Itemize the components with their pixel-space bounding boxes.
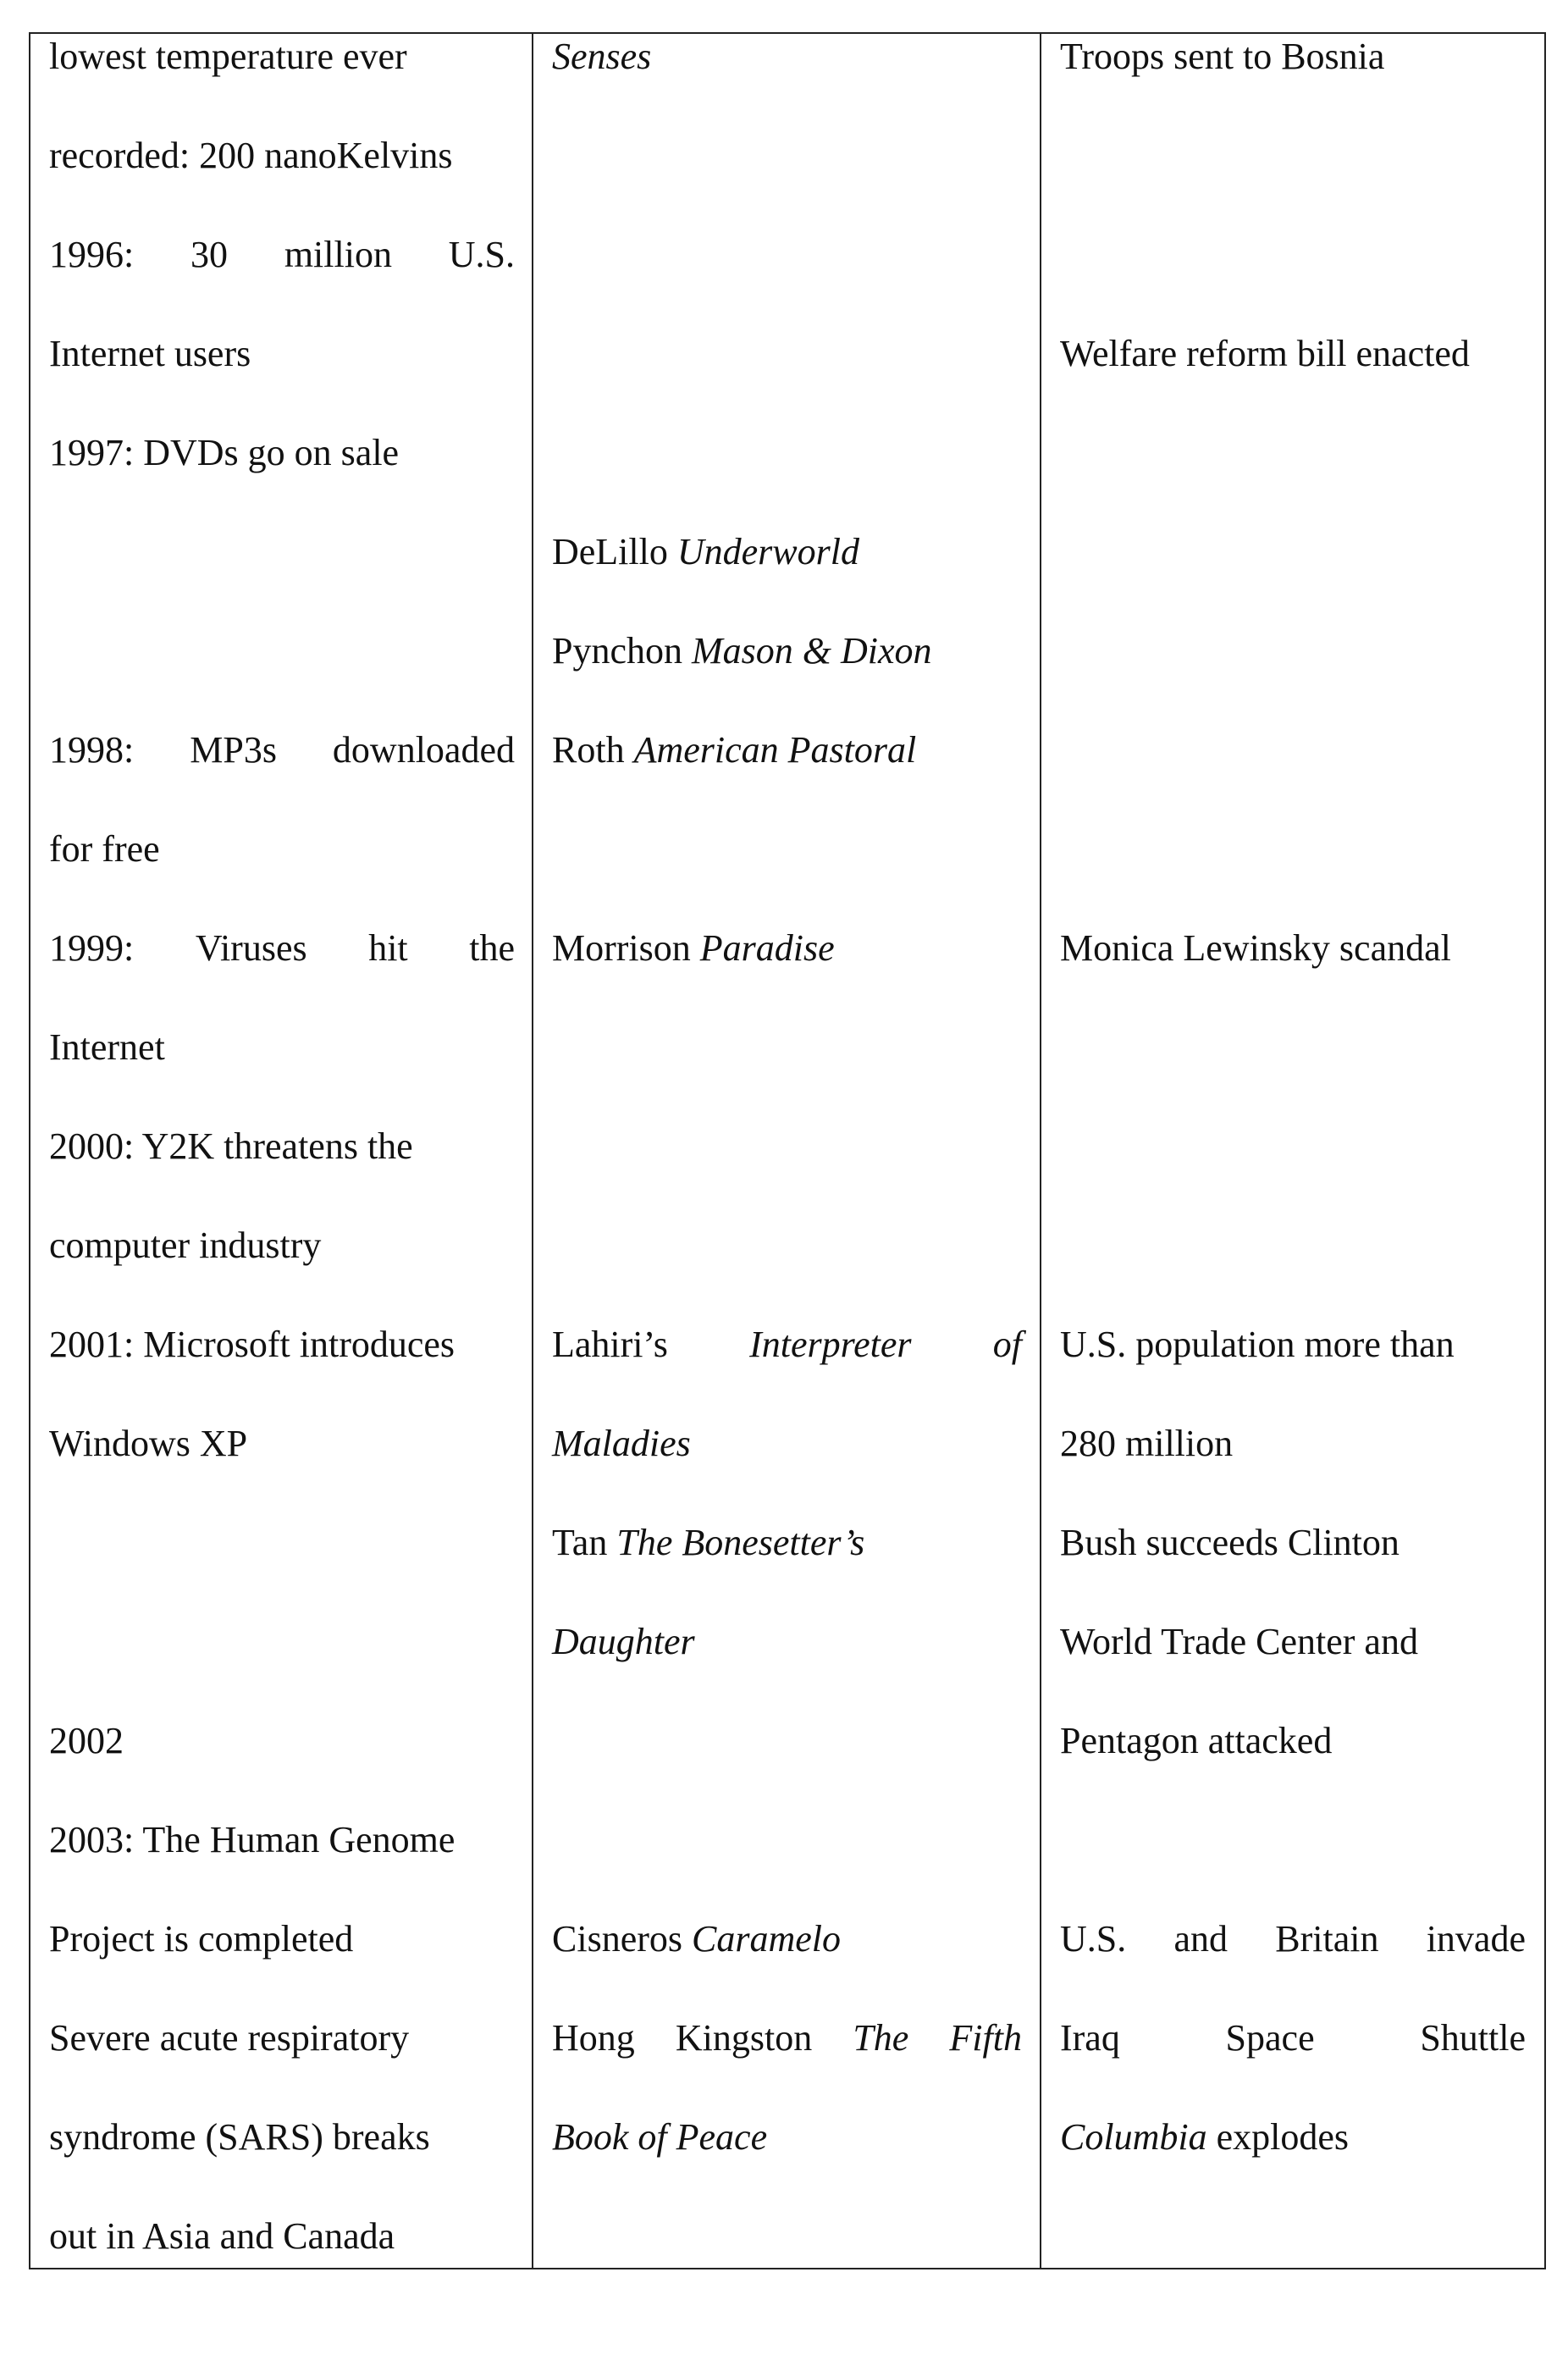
literature-line: Roth American Pastoral xyxy=(552,729,917,771)
literature-line: Lahiri’s Interpreter of xyxy=(552,1324,1022,1365)
tech-line: 2000: Y2K threatens the xyxy=(49,1125,413,1167)
literature-line: Senses xyxy=(552,36,652,77)
history-line: Bush succeeds Clinton xyxy=(1060,1522,1400,1563)
tech-line: recorded: 200 nanoKelvins xyxy=(49,135,453,176)
tech-line: Internet xyxy=(49,1026,165,1068)
tech-line: computer industry xyxy=(49,1224,322,1266)
tech-line: for free xyxy=(49,828,160,870)
tech-line: 1997: DVDs go on sale xyxy=(49,432,400,473)
tech-line: Project is completed xyxy=(49,1918,354,1960)
tech-line: 2001: Microsoft introduces xyxy=(49,1324,455,1365)
column-technology xyxy=(30,34,533,2268)
literature-line: Tan The Bonesetter’s xyxy=(552,1522,865,1563)
tech-line: 1998: MP3s downloaded xyxy=(49,729,515,771)
literature-line: DeLillo Underworld xyxy=(552,531,859,572)
history-line: World Trade Center and xyxy=(1060,1621,1418,1662)
history-line: Welfare reform bill enacted xyxy=(1060,333,1470,374)
tech-line: lowest temperature ever xyxy=(49,36,407,77)
tech-line: 1999: Viruses hit the xyxy=(49,927,515,969)
column-history xyxy=(1041,34,1544,2268)
history-line: Pentagon attacked xyxy=(1060,1720,1333,1761)
column-literature xyxy=(533,34,1041,2268)
literature-line: Cisneros Caramelo xyxy=(552,1918,841,1960)
tech-line: Windows XP xyxy=(49,1423,248,1464)
history-line: Columbia explodes xyxy=(1060,2116,1349,2158)
history-line: Iraq Space Shuttle xyxy=(1060,2017,1526,2059)
literature-line: Morrison Paradise xyxy=(552,927,835,969)
history-line: 280 million xyxy=(1060,1423,1234,1464)
tech-line: 2003: The Human Genome xyxy=(49,1819,455,1860)
history-line: U.S. and Britain invade xyxy=(1060,1918,1526,1960)
tech-line: out in Asia and Canada xyxy=(49,2215,395,2257)
literature-line: Book of Peace xyxy=(552,2116,768,2158)
literature-line: Hong Kingston The Fifth xyxy=(552,2017,1022,2059)
tech-line: Internet users xyxy=(49,333,251,374)
history-line: U.S. population more than xyxy=(1060,1324,1455,1365)
literature-line: Pynchon Mason & Dixon xyxy=(552,630,932,672)
timeline-table xyxy=(29,32,1546,2269)
tech-line: 1996: 30 million U.S. xyxy=(49,234,515,275)
literature-line: Maladies xyxy=(552,1423,691,1464)
tech-line: 2002 xyxy=(49,1720,124,1761)
history-line: Troops sent to Bosnia xyxy=(1060,36,1385,77)
tech-line: Severe acute respiratory xyxy=(49,2017,410,2059)
tech-line: syndrome (SARS) breaks xyxy=(49,2116,430,2158)
literature-line: Daughter xyxy=(552,1621,695,1662)
history-line: Monica Lewinsky scandal xyxy=(1060,927,1451,969)
